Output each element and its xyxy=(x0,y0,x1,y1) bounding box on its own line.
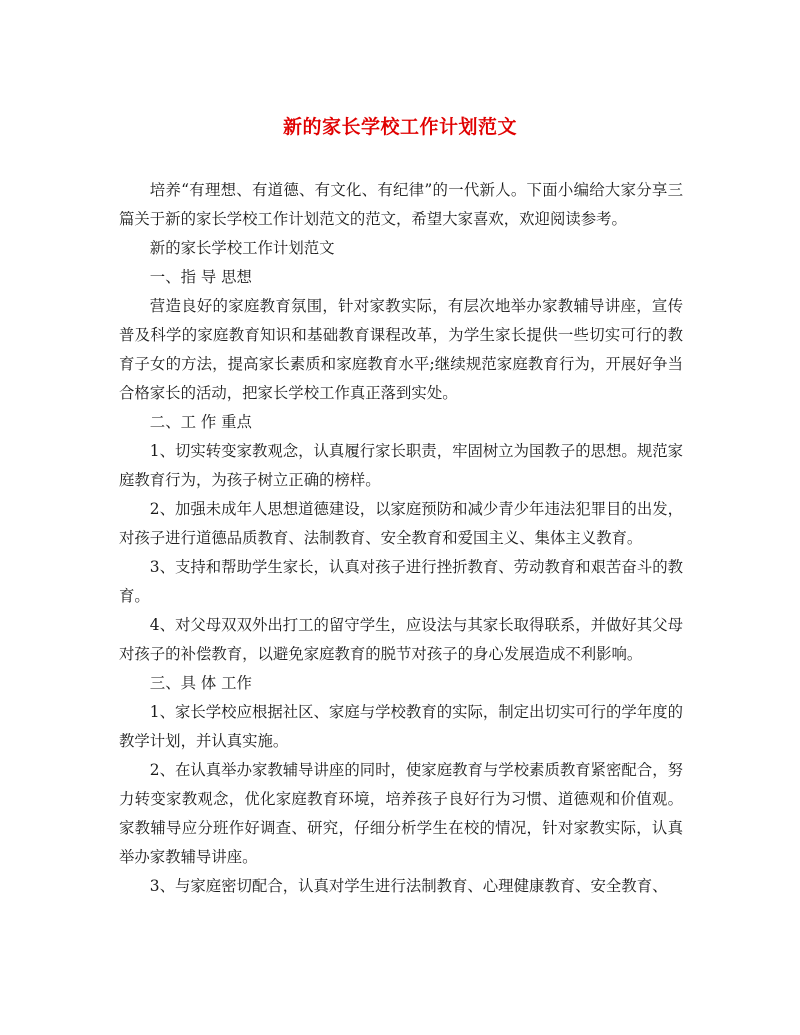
paragraph-work-3: 3、与家庭密切配合，认真对学生进行法制教育、心理健康教育、安全教育、 xyxy=(149,877,668,895)
paragraph-work-1: 1、家长学校应根据社区、家庭与学校教育的实际，制定出切实可行的学年度的教学计划，并认真实施。 xyxy=(119,703,683,750)
section-heading-specific-work: 三、具 体 工作 xyxy=(149,674,252,692)
paragraph-focus-3: 3、支持和帮助学生家长，认真对孩子进行挫折教育、劳动教育和艰苦奋斗的教育。 xyxy=(119,558,683,605)
section-heading-work-focus: 二、工 作 重点 xyxy=(149,413,252,431)
document-body xyxy=(119,176,683,901)
paragraph-work-2: 2、在认真举办家教辅导讲座的同时，使家庭教育与学校素质教育紧密配合，努力转变家教观念，优化家庭教育环境，培养孩子良好行为习惯、道德观和价值观。家教辅导应分班作好调查、研究，仔细分析学生在校的情况，针对家教实际，认真举办家教辅导讲座。 xyxy=(119,761,683,866)
paragraph-subtitle: 新的家长学校工作计划范文 xyxy=(149,239,335,257)
paragraph-focus-2: 2、加强未成年人思想道德建设，以家庭预防和减少青少年违法犯罪目的出发，对孩子进行道德品质教育、法制教育、安全教育和爱国主义、集体主义教育。 xyxy=(119,500,683,547)
paragraph-focus-1: 1、切实转变家教观念，认真履行家长职责，牢固树立为国教子的思想。规范家庭教育行为，为孩子树立正确的榜样。 xyxy=(119,442,683,489)
paragraph-guiding-ideas: 营造良好的家庭教育氛围，针对家教实际，有层次地举办家教辅导讲座，宣传普及科学的家庭教育知识和基础教育课程改革，为学生家长提供一些切实可行的教育子女的方法，提高家长素质和家庭教育水平;继续规范家庭教育行为，开展好争当合格家长的活动，把家长学校工作真正落到实处。 xyxy=(119,297,683,402)
document-title: 新的家长学校工作计划范文 xyxy=(282,116,517,138)
paragraph-intro: 培养“有理想、有道德、有文化、有纪律”的一代新人。下面小编给大家分享三篇关于新的家长学校工作计划范文的范文，希望大家喜欢，欢迎阅读参考。 xyxy=(119,181,683,228)
section-heading-guiding-ideas: 一、指 导 思想 xyxy=(149,268,252,286)
paragraph-focus-4: 4、对父母双双外出打工的留守学生，应设法与其家长取得联系，并做好其父母对孩子的补偿教育，以避免家庭教育的脱节对孩子的身心发展造成不利影响。 xyxy=(119,616,683,663)
